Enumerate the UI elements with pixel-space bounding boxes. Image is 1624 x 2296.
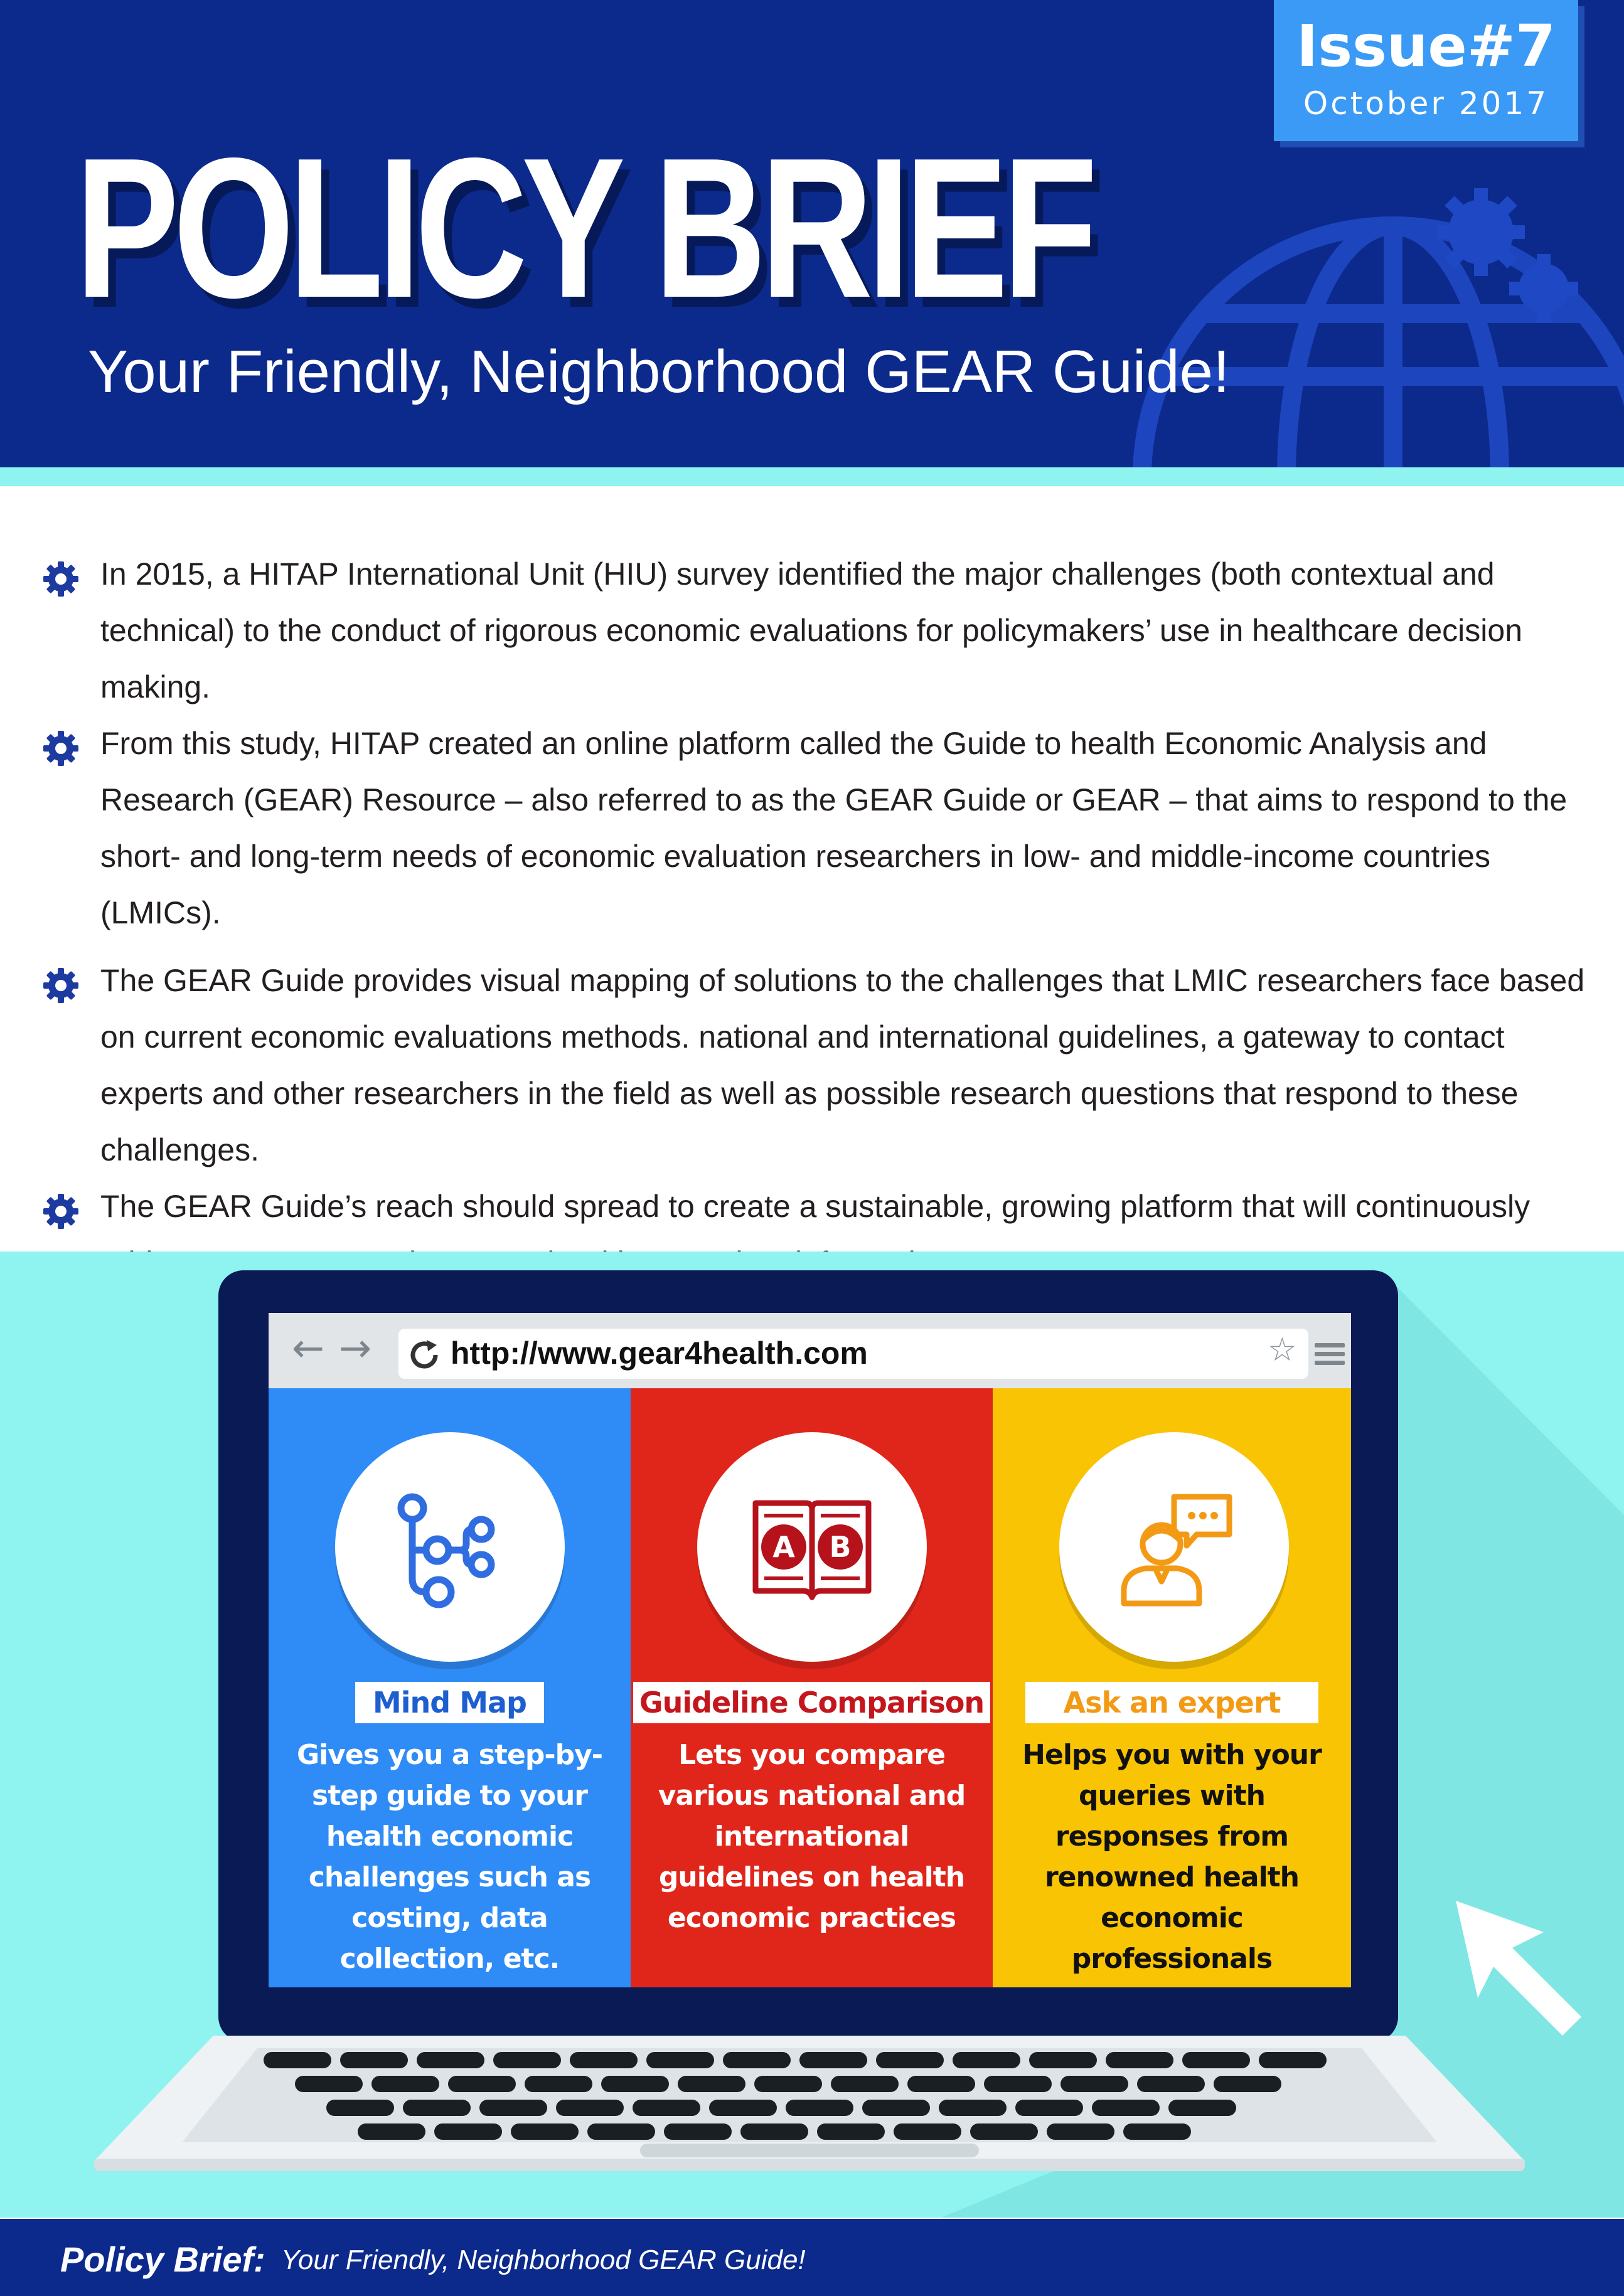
bullet-list	[0, 546, 1624, 1291]
keyboard-key	[1182, 2052, 1250, 2068]
keyboard-key	[799, 2052, 867, 2068]
gear-icon	[43, 730, 79, 767]
keyboard-key	[434, 2123, 502, 2140]
keyboard-key	[1106, 2052, 1173, 2068]
keyboard-key	[1029, 2052, 1097, 2068]
keyboard-key	[862, 2100, 930, 2116]
keyboard-key	[1259, 2052, 1327, 2068]
panel-description: Gives you a step-by-step guide to your health economic challenges such as costing, data collection, etc.	[296, 1739, 603, 1975]
reload-icon[interactable]	[407, 1337, 442, 1373]
keyboard-key	[525, 2076, 592, 2092]
keyboard-key	[907, 2076, 975, 2092]
footer	[0, 2219, 1624, 2296]
keyboard-key	[417, 2052, 484, 2068]
keyboard-key	[371, 2076, 439, 2092]
panel-icon-circle	[697, 1432, 927, 1662]
bullet-item	[0, 715, 1624, 941]
page-subtitle: Your Friendly, Neighborhood GEAR Guide!	[88, 338, 1230, 405]
keyboard-key	[493, 2052, 561, 2068]
expert-chat-icon	[1111, 1484, 1237, 1610]
panel-label	[269, 1682, 631, 1723]
keyboard-key	[876, 2052, 944, 2068]
footer-text: Your Friendly, Neighborhood GEAR Guide!	[281, 2245, 806, 2275]
keyboard-key	[754, 2076, 822, 2092]
panel-title: Mind Map	[355, 1682, 544, 1723]
gear-icon	[43, 967, 79, 1004]
footer-label: Policy Brief:	[60, 2240, 265, 2279]
forward-arrow-icon[interactable]: →	[339, 1325, 371, 1371]
keyboard-key	[601, 2076, 669, 2092]
keyboard-key	[570, 2052, 638, 2068]
laptop-keyboard-base	[94, 2036, 1525, 2186]
keyboard-key	[403, 2100, 471, 2116]
book-ab-icon	[749, 1484, 875, 1610]
keyboard-key	[646, 2052, 714, 2068]
keyboard-key	[970, 2123, 1038, 2140]
keyboard-key	[984, 2076, 1052, 2092]
svg-text:A: A	[772, 1530, 795, 1564]
keyboard-key	[448, 2076, 516, 2092]
keyboard-key	[709, 2100, 777, 2116]
globe-gears-icon	[1130, 188, 1624, 467]
panel-title: Guideline Comparison	[633, 1682, 990, 1723]
url-text[interactable]: http://www.gear4health.com	[451, 1336, 868, 1371]
bullet-item	[0, 546, 1624, 715]
bullet-text: The GEAR Guide provides visual mapping of solutions to the challenges that LMIC researchers face based on current economic evaluations methods. national and international guidelines, a gateway to contact experts and other researchers in the field as well as possible research questions that respond to these challenges.	[100, 963, 1585, 1167]
page-title: POLICY BRIEF	[75, 117, 1092, 339]
bullet-text: In 2015, a HITAP International Unit (HIU) survey identified the major challenges (both contextual and technical) to the conduct of rigorous economic evaluations for policymakers’ use in healthcare decision making.	[100, 556, 1523, 704]
keyboard-key	[817, 2123, 885, 2140]
issue-date: October 2017	[1303, 85, 1549, 122]
panel-description: Lets you compare various national and international guidelines on health economic practices	[658, 1739, 966, 1934]
mind-map-icon	[387, 1484, 513, 1610]
keyboard-key	[1123, 2123, 1191, 2140]
bullet-text: The GEAR Guide’s reach should spread to create a sustainable, growing platform that will continuously	[100, 1189, 1531, 1224]
mouse-cursor-icon	[1450, 1895, 1588, 2039]
bookmark-star-icon[interactable]: ☆	[1268, 1331, 1297, 1369]
keyboard-key	[831, 2076, 899, 2092]
keyboard-key	[1214, 2076, 1281, 2092]
keyboard-key	[664, 2123, 732, 2140]
issue-badge	[1274, 0, 1578, 141]
panel-label	[631, 1682, 993, 1723]
header-banner	[0, 0, 1624, 467]
panel-icon-circle	[335, 1432, 565, 1662]
keyboard-key	[633, 2100, 700, 2116]
keyboard-key	[326, 2100, 394, 2116]
keyboard-key	[953, 2052, 1020, 2068]
gear-icon	[43, 561, 79, 597]
panel-ask-an-expert[interactable]	[993, 1388, 1351, 1987]
bullet-item	[0, 952, 1624, 1178]
keyboard-key	[1047, 2123, 1114, 2140]
keyboard-key	[678, 2076, 745, 2092]
panel-mind-map[interactable]	[269, 1388, 631, 1987]
keyboard-key	[340, 2052, 408, 2068]
keyboard-key	[939, 2100, 1007, 2116]
keyboard-key	[264, 2052, 331, 2068]
panel-guideline-comparison[interactable]	[631, 1388, 993, 1987]
keyboard-key	[723, 2052, 791, 2068]
keyboard-key	[511, 2123, 579, 2140]
panel-title: Ask an expert	[1025, 1682, 1318, 1723]
keyboard-key	[786, 2100, 853, 2116]
keyboard-key	[295, 2076, 363, 2092]
keyboard-key	[479, 2100, 547, 2116]
header-divider	[0, 467, 1624, 486]
issue-number: Issue#7	[1296, 13, 1556, 80]
panel-icon-circle	[1059, 1432, 1289, 1662]
panel-description: Helps you with your queries with responses from renowned health economic professionals	[1022, 1739, 1322, 1975]
keyboard-key	[740, 2123, 808, 2140]
panel-label	[993, 1682, 1351, 1723]
keyboard-key	[1168, 2100, 1236, 2116]
back-arrow-icon[interactable]: ←	[292, 1325, 324, 1371]
keyboard-key	[1137, 2076, 1205, 2092]
keyboard-key	[358, 2123, 425, 2140]
keyboard-key	[1015, 2100, 1083, 2116]
svg-text:B: B	[829, 1530, 852, 1564]
keyboard-key	[587, 2123, 655, 2140]
keyboard-key	[894, 2123, 961, 2140]
hamburger-menu-icon[interactable]	[1315, 1343, 1345, 1366]
keyboard-key	[556, 2100, 624, 2116]
gear-icon	[43, 1193, 79, 1230]
keyboard-key	[1092, 2100, 1160, 2116]
keyboard-key	[1060, 2076, 1128, 2092]
bullet-text: From this study, HITAP created an online platform called the Guide to health Economic Analysis and Research (GEAR) Resource – also referred to as the GEAR Guide or GEAR – that aims to respond to the short- and long-term needs of economic evaluation researchers in low- and middle-income countries (LMICs).	[100, 726, 1568, 930]
